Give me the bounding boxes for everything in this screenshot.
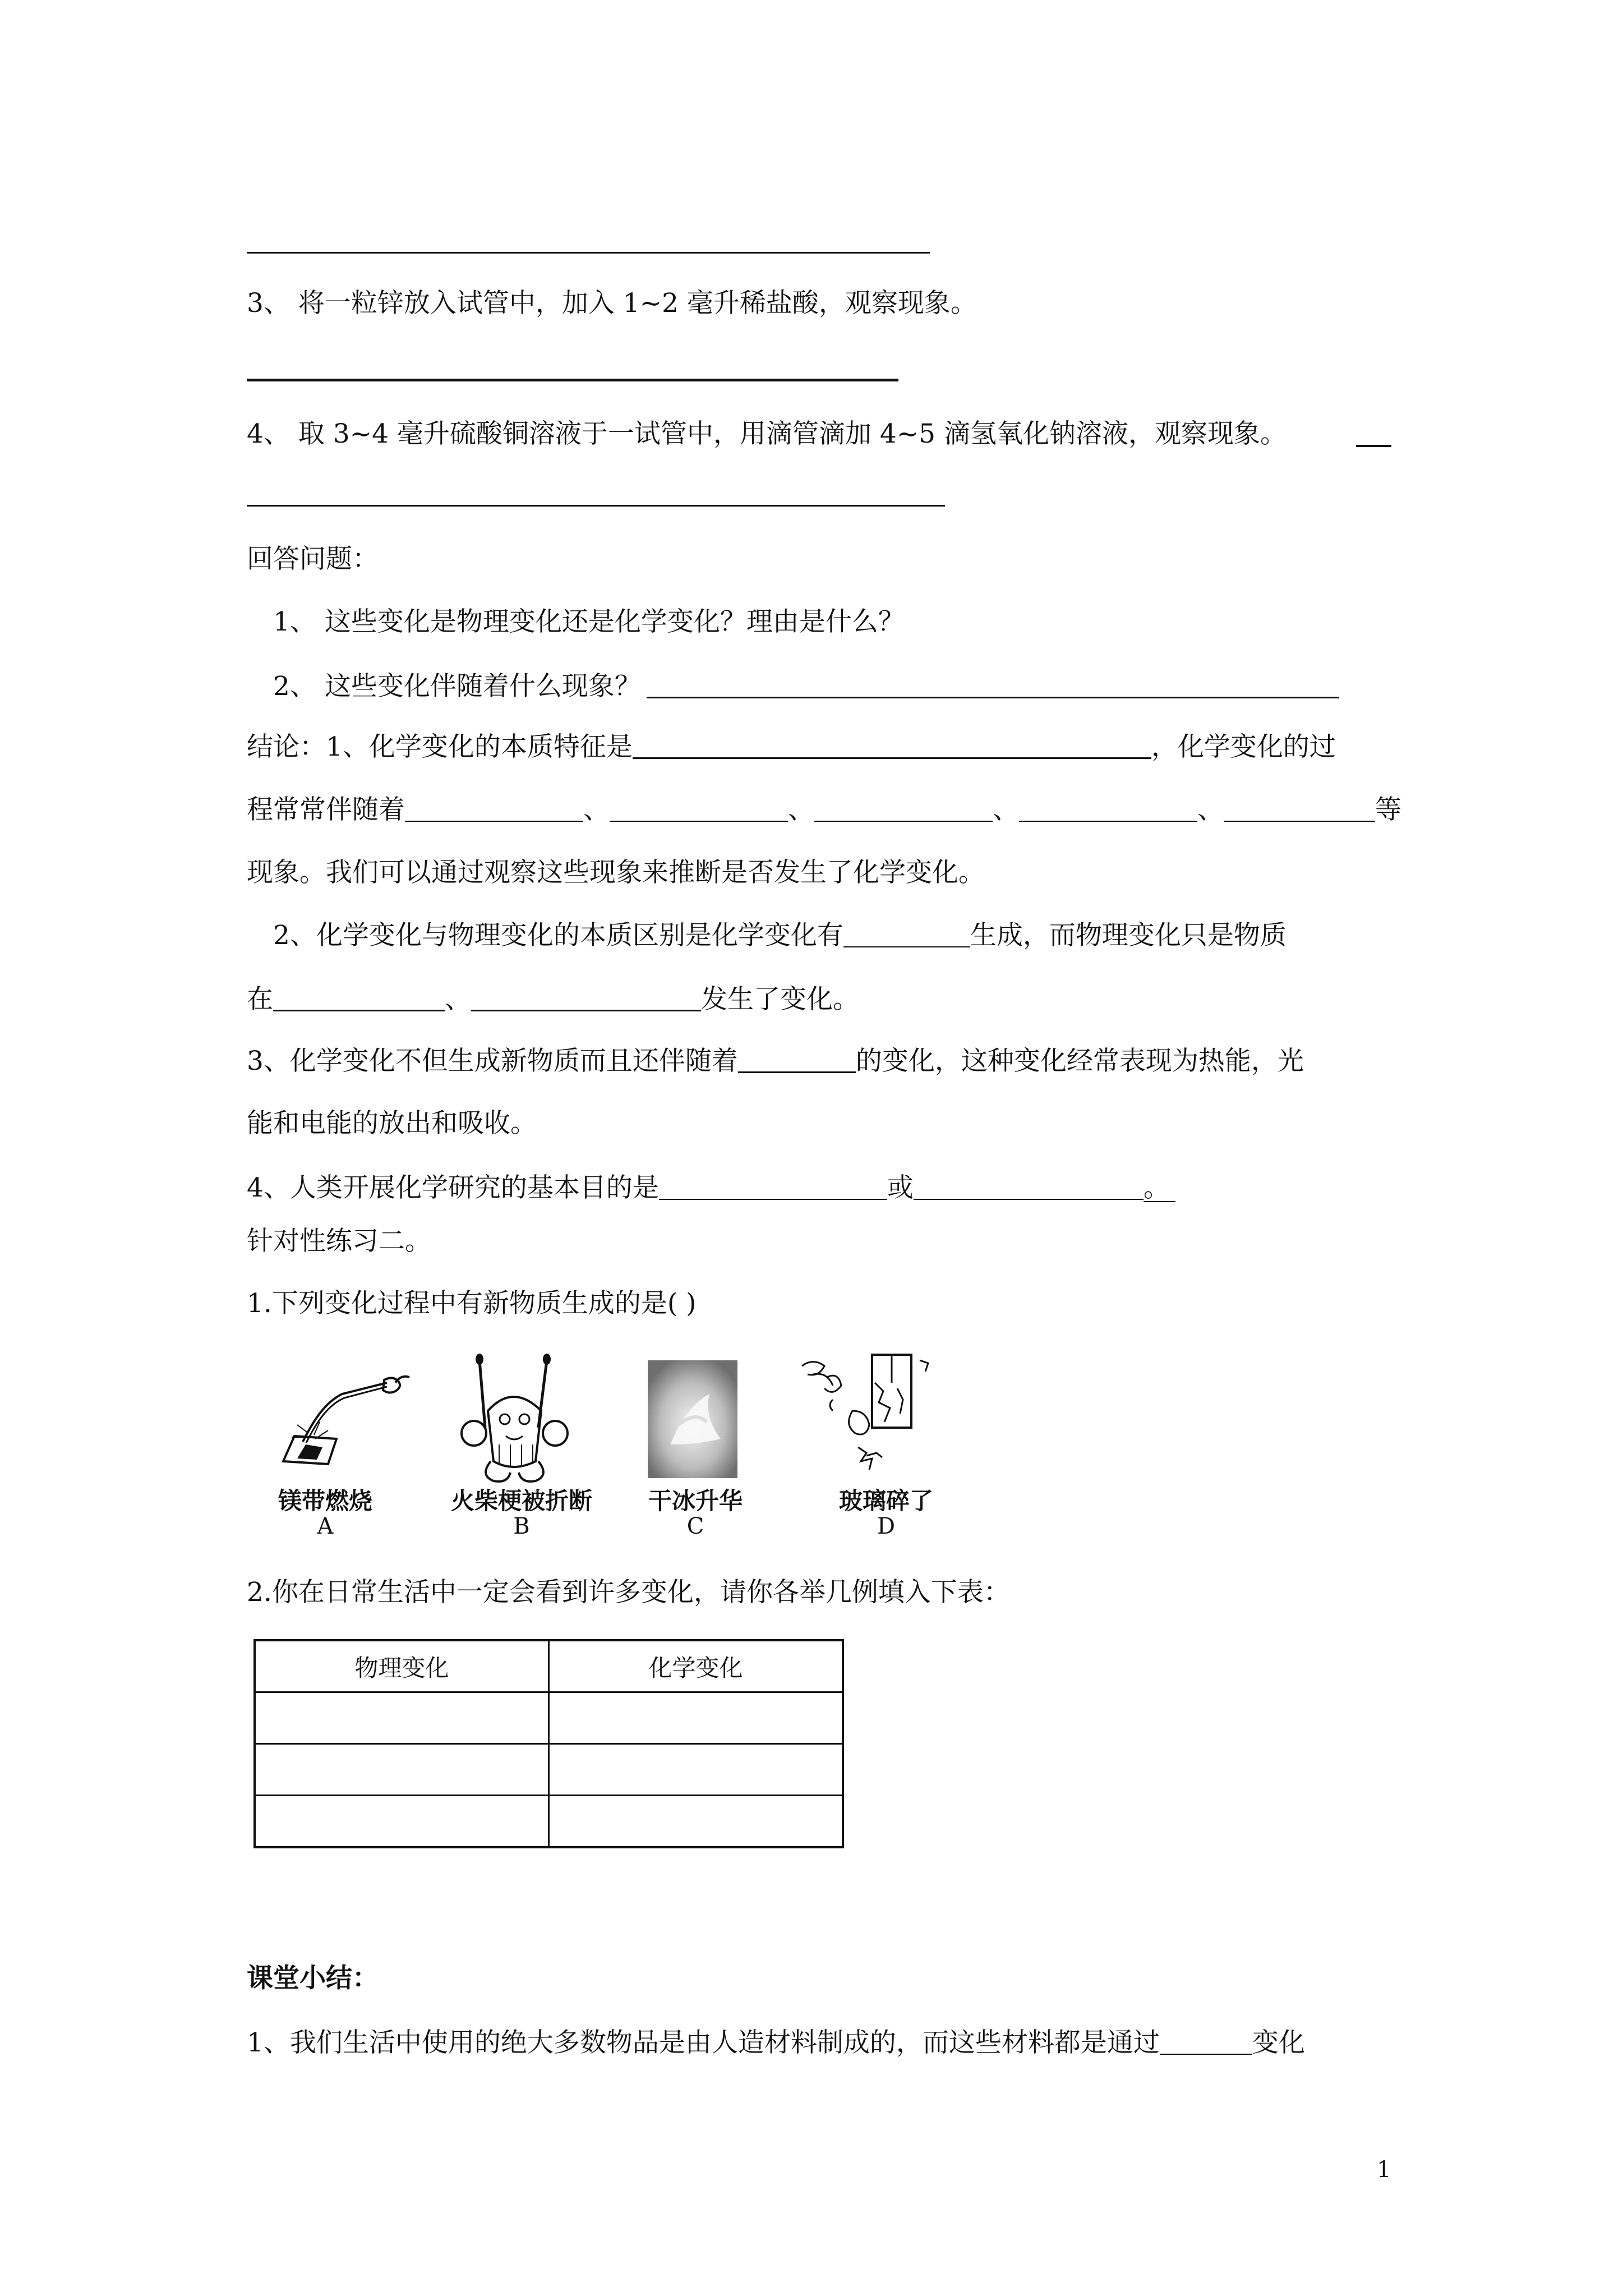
option-a-text: 镁带燃烧 bbox=[278, 1487, 372, 1515]
conclusion-4-text: 4、人类开展化学研究的基本目的是 bbox=[247, 1172, 659, 1203]
summary-heading: 课堂小结： bbox=[247, 1963, 379, 1994]
summary-item-1-text: 1、我们生活中使用的绝大多数物品是由人造材料制成的，而这些材料都是通过 bbox=[247, 2027, 1160, 2058]
separator: 、 bbox=[788, 794, 814, 825]
practice-question-1: 1.下列变化过程中有新物质生成的是( ) bbox=[247, 1288, 697, 1319]
option-c-text: 干冰升华 bbox=[648, 1487, 743, 1515]
table-cell[interactable] bbox=[255, 1692, 549, 1744]
conclusion-2-line2 bbox=[247, 985, 859, 1013]
experiment-item-3: 3、 将一粒锌放入试管中，加入 1~2 毫升稀盐酸，观察现象。 bbox=[247, 288, 977, 319]
match-breaking-icon bbox=[454, 1349, 578, 1484]
page-number: 1 bbox=[1377, 2157, 1391, 2183]
conclusion-3-line2: 能和电能的放出和吸收。 bbox=[247, 1108, 537, 1139]
answer-blank[interactable] bbox=[405, 796, 583, 822]
table-cell[interactable] bbox=[549, 1744, 843, 1796]
option-b-text: 火柴梗被折断 bbox=[450, 1487, 592, 1515]
question-2 bbox=[273, 672, 1339, 700]
table-header-physical: 物理变化 bbox=[255, 1640, 549, 1692]
option-c-label bbox=[639, 1489, 751, 1538]
table-header-row bbox=[255, 1640, 843, 1692]
conclusion-4-end: 。 bbox=[1144, 1175, 1175, 1202]
table-cell[interactable] bbox=[549, 1692, 843, 1744]
table-header-chemical: 化学变化 bbox=[549, 1640, 843, 1692]
changes-table bbox=[253, 1639, 844, 1848]
option-b-label bbox=[449, 1489, 594, 1538]
answer-blank[interactable] bbox=[738, 1047, 856, 1073]
answer-blank[interactable] bbox=[273, 985, 445, 1011]
separator: 、 bbox=[445, 984, 471, 1015]
conclusion-1-text: 结论：1、化学变化的本质特征是 bbox=[247, 731, 633, 762]
option-a-letter: A bbox=[317, 1513, 334, 1539]
questions-heading: 回答问题： bbox=[247, 544, 379, 574]
table-row bbox=[255, 1692, 843, 1744]
glass-broken-icon bbox=[796, 1349, 937, 1484]
separator: 、 bbox=[583, 794, 610, 825]
magnesium-burning-icon bbox=[275, 1363, 415, 1475]
practice-heading: 针对性练习二。 bbox=[247, 1226, 431, 1257]
answer-blank[interactable] bbox=[659, 1174, 887, 1200]
conclusion-2-text: 2、化学变化与物理变化的本质区别是化学变化有 bbox=[273, 920, 843, 951]
answer-line[interactable] bbox=[247, 505, 945, 507]
conclusion-1-line2-end: 等 bbox=[1375, 794, 1401, 825]
answer-blank[interactable] bbox=[1019, 796, 1197, 822]
answer-blank[interactable] bbox=[633, 733, 1151, 759]
conclusion-3-text-end: 的变化，这种变化经常表现为热能，光 bbox=[855, 1046, 1304, 1076]
option-c-letter: C bbox=[686, 1513, 704, 1539]
answer-blank[interactable] bbox=[814, 796, 993, 822]
conclusion-1-text-end: ，化学变化的过 bbox=[1151, 731, 1336, 762]
answer-blank[interactable] bbox=[843, 922, 970, 947]
table-row bbox=[255, 1744, 843, 1796]
option-a-label bbox=[266, 1489, 384, 1538]
summary-item-1-text-end: 变化 bbox=[1252, 2027, 1305, 2058]
conclusion-1 bbox=[247, 733, 1336, 760]
conclusion-4 bbox=[247, 1174, 1175, 1202]
conclusion-1-line2 bbox=[247, 796, 1401, 823]
conclusion-1-line2-start: 程常常伴随着 bbox=[247, 794, 405, 825]
conclusion-1-line3: 现象。我们可以通过观察这些现象来推断是否发生了化学变化。 bbox=[247, 857, 985, 888]
summary-item-1 bbox=[247, 2029, 1305, 2056]
practice-question-2: 2.你在日常生活中一定会看到许多变化，请你各举几例填入下表： bbox=[247, 1577, 1010, 1608]
separator: 、 bbox=[993, 794, 1019, 825]
option-b-letter: B bbox=[513, 1513, 530, 1539]
conclusion-4-or: 或 bbox=[887, 1172, 914, 1203]
question-1: 1、 这些变化是物理变化还是化学变化？理由是什么？ bbox=[273, 606, 905, 637]
conclusion-3-text: 3、化学变化不但生成新物质而且还伴随着 bbox=[247, 1046, 738, 1076]
answer-line[interactable] bbox=[1356, 445, 1391, 447]
conclusion-3 bbox=[247, 1047, 1304, 1074]
conclusion-2-line2-end: 发生了变化。 bbox=[701, 984, 859, 1015]
table-row bbox=[255, 1796, 843, 1848]
answer-blank[interactable] bbox=[471, 985, 701, 1011]
option-d-letter: D bbox=[877, 1513, 896, 1539]
table-cell[interactable] bbox=[255, 1744, 549, 1796]
answer-blank[interactable] bbox=[647, 672, 1339, 698]
separator: 、 bbox=[1197, 794, 1224, 825]
answer-blank[interactable] bbox=[1224, 796, 1375, 822]
experiment-item-4: 4、 取 3~4 毫升硫酸铜溶液于一试管中，用滴管滴加 4~5 滴氢氧化钠溶液，观察现象。 bbox=[247, 418, 1287, 449]
answer-blank[interactable] bbox=[1160, 2029, 1252, 2055]
option-d-text: 玻璃碎了 bbox=[838, 1487, 933, 1515]
answer-blank[interactable] bbox=[610, 796, 788, 822]
option-d-label bbox=[824, 1489, 948, 1538]
table-cell[interactable] bbox=[549, 1796, 843, 1848]
answer-line[interactable] bbox=[247, 252, 930, 254]
conclusion-2 bbox=[273, 922, 1287, 949]
conclusion-2-line2-start: 在 bbox=[247, 984, 273, 1015]
dry-ice-sublimation-icon bbox=[648, 1360, 737, 1478]
conclusion-2-text-end: 生成，而物理变化只是物质 bbox=[970, 920, 1287, 951]
answer-blank[interactable] bbox=[914, 1174, 1144, 1200]
answer-line[interactable] bbox=[247, 379, 898, 381]
question-2-text: 2、 这些变化伴随着什么现象？ bbox=[273, 671, 641, 702]
table-cell[interactable] bbox=[255, 1796, 549, 1848]
